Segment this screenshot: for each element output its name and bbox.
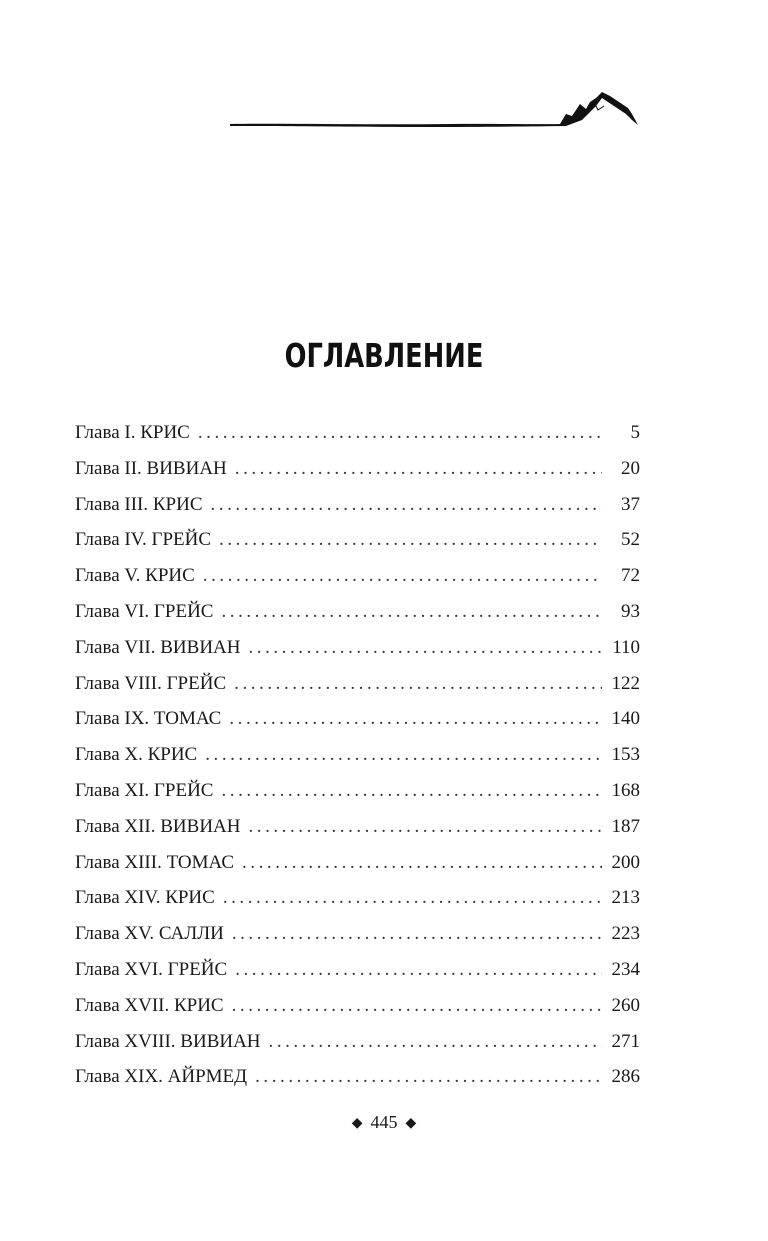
- mountain-horizon-icon: [230, 80, 650, 140]
- dot-leader: [255, 1059, 602, 1095]
- toc-entry-page: 260: [611, 994, 640, 1016]
- diamond-icon: ◆: [351, 1115, 363, 1131]
- toc-entry-label: Глава XVI. ГРЕЙС: [75, 958, 228, 980]
- toc-entry-page: 122: [611, 672, 640, 694]
- toc-entry-label: Глава IV. ГРЕЙС: [75, 529, 212, 551]
- dot-leader: [205, 737, 602, 773]
- toc-entry-label: Глава XIV. КРИС: [75, 887, 215, 909]
- dot-leader: [223, 880, 602, 916]
- dot-leader: [248, 630, 602, 666]
- toc-entry: [75, 558, 640, 594]
- page-footer: [0, 1110, 768, 1136]
- toc-entry-page: 140: [611, 708, 640, 730]
- dot-leader: [232, 988, 602, 1024]
- toc-entry-label: Глава XI. ГРЕЙС: [75, 779, 214, 801]
- toc-entry: [75, 522, 640, 558]
- dot-leader: [232, 916, 602, 952]
- dot-leader: [229, 701, 602, 737]
- dot-leader: [235, 952, 602, 988]
- diamond-icon: ◆: [405, 1115, 417, 1131]
- toc-entry-label: Глава XIII. ТОМАС: [75, 851, 234, 873]
- toc-entry-label: Глава VII. ВИВИАН: [75, 636, 241, 658]
- toc-entry-page: 72: [621, 565, 640, 587]
- toc-entry-label: Глава XIX. АЙРМЕД: [75, 1066, 248, 1088]
- toc-entry: [75, 880, 640, 916]
- toc-entry-label: Глава XVII. КРИС: [75, 994, 224, 1016]
- toc-entry-label: Глава XII. ВИВИАН: [75, 815, 241, 837]
- dot-leader: [221, 773, 602, 809]
- dot-leader: [269, 1024, 602, 1060]
- toc-entry: [75, 1059, 640, 1095]
- toc-entry-label: Глава X. КРИС: [75, 744, 198, 766]
- toc-entry-label: Глава V. КРИС: [75, 565, 195, 587]
- dot-leader: [235, 451, 602, 487]
- toc-entry-page: 37: [621, 493, 640, 515]
- toc-entry: [75, 916, 640, 952]
- toc-entry-page: 93: [621, 600, 640, 622]
- toc-entry-label: Глава VI. ГРЕЙС: [75, 600, 214, 622]
- toc-entry: [75, 594, 640, 630]
- dot-leader: [203, 558, 602, 594]
- dot-leader: [234, 666, 602, 702]
- dot-leader: [219, 522, 602, 558]
- toc-entry-page: 187: [611, 815, 640, 837]
- toc-entry-page: 200: [611, 851, 640, 873]
- toc-entry-page: 271: [611, 1030, 640, 1052]
- toc-entry: [75, 773, 640, 809]
- toc-title: ОГЛАВЛЕНИЕ: [284, 336, 484, 375]
- toc-entry: [75, 952, 640, 988]
- toc-entry: [75, 415, 640, 451]
- toc-entry: [75, 701, 640, 737]
- toc-entry: [75, 630, 640, 666]
- dot-leader: [248, 809, 602, 845]
- toc-entry-page: 223: [611, 923, 640, 945]
- toc-entry-page: 234: [611, 958, 640, 980]
- toc-entry-page: 110: [612, 636, 640, 658]
- toc-entry-label: Глава I. КРИС: [75, 422, 190, 443]
- toc-entry-label: Глава VIII. ГРЕЙС: [75, 672, 227, 694]
- toc-entry: [75, 1024, 640, 1060]
- toc-entry: [75, 809, 640, 845]
- toc-entry-page: 153: [611, 744, 640, 766]
- toc-entry-label: Глава XV. САЛЛИ: [75, 923, 224, 945]
- toc-entry-page: 286: [611, 1066, 640, 1088]
- dot-leader: [211, 487, 603, 523]
- toc-entry: [75, 988, 640, 1024]
- toc-entry-page: 5: [630, 422, 640, 443]
- toc-entry: [75, 487, 640, 523]
- toc-entry: [75, 451, 640, 487]
- toc-entry-label: Глава XVIII. ВИВИАН: [75, 1030, 261, 1052]
- toc-entry: [75, 737, 640, 773]
- toc-entry: [75, 845, 640, 881]
- toc-entry-label: Глава IX. ТОМАС: [75, 708, 222, 730]
- dot-leader: [198, 415, 602, 451]
- toc-entry-page: 52: [621, 529, 640, 551]
- dot-leader: [242, 845, 602, 881]
- toc-entry-label: Глава III. КРИС: [75, 493, 203, 515]
- toc-entry-page: 20: [621, 457, 640, 479]
- toc-list: [75, 415, 640, 1095]
- dot-leader: [221, 594, 602, 630]
- toc-entry: [75, 666, 640, 702]
- toc-entry-page: 168: [611, 779, 640, 801]
- page-number: 445: [370, 1112, 398, 1132]
- toc-entry-page: 213: [611, 887, 640, 909]
- toc-entry-label: Глава II. ВИВИАН: [75, 457, 227, 479]
